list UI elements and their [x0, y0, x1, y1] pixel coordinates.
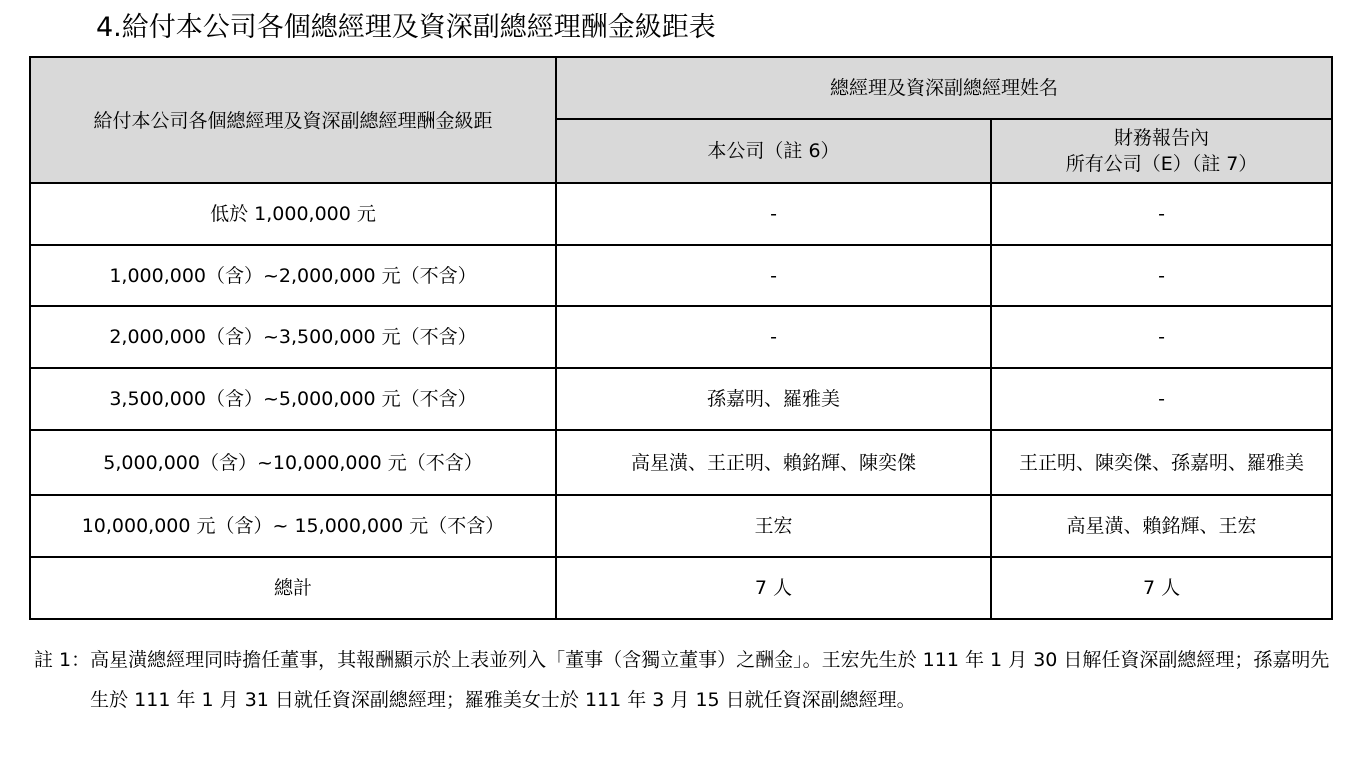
consolidated-cell: -	[991, 368, 1332, 430]
consolidated-cell: 高星潢、賴銘輝、王宏	[991, 495, 1332, 557]
consolidated-cell: -	[991, 306, 1332, 368]
page-title: 4.給付本公司各個總經理及資深副總經理酬金級距表	[96, 12, 716, 43]
table-row	[30, 245, 1332, 306]
header-names: 總經理及資深副總經理姓名	[556, 57, 1332, 119]
range-cell: 5,000,000（含）~10,000,000 元（不含）	[30, 430, 556, 495]
header-range: 給付本公司各個總經理及資深副總經理酬金級距	[30, 57, 556, 183]
consolidated-cell: -	[991, 245, 1332, 306]
company-cell: 孫嘉明、羅雅美	[556, 368, 991, 430]
table-row	[30, 368, 1332, 430]
company-cell: 高星潢、王正明、賴銘輝、陳奕傑	[556, 430, 991, 495]
footnote-label: 註 1：	[34, 649, 91, 671]
header-company: 本公司（註 6）	[556, 119, 991, 183]
range-cell: 2,000,000（含）~3,500,000 元（不含）	[30, 306, 556, 368]
total-row	[30, 557, 1332, 619]
header-consolidated-line2: 所有公司（E）（註 7）	[1065, 153, 1258, 175]
range-cell: 低於 1,000,000 元	[30, 183, 556, 245]
range-cell: 10,000,000 元（含）~ 15,000,000 元（不含）	[30, 495, 556, 557]
company-cell: -	[556, 245, 991, 306]
consolidated-cell: -	[991, 183, 1332, 245]
total-consolidated: 7 人	[991, 557, 1332, 619]
header-consolidated-line1: 財務報告內	[1114, 127, 1210, 149]
footnote-1	[34, 640, 1334, 720]
table-row	[30, 495, 1332, 557]
consolidated-cell: 王正明、陳奕傑、孫嘉明、羅雅美	[991, 430, 1332, 495]
range-cell: 3,500,000（含）~5,000,000 元（不含）	[30, 368, 556, 430]
total-label: 總計	[30, 557, 556, 619]
footnotes	[34, 640, 1334, 720]
header-consolidated	[991, 119, 1332, 183]
compensation-table	[29, 56, 1333, 620]
company-cell: -	[556, 183, 991, 245]
table-row	[30, 183, 1332, 245]
table-row	[30, 306, 1332, 368]
table-row	[30, 430, 1332, 495]
footnote-text: 高星潢總經理同時擔任董事，其報酬顯示於上表並列入「董事（含獨立董事）之酬金」。王宏先生於 111 年 1 月 30 日解任資深副總經理；孫嘉明先生於 111 年 1 月 31 日就任資深副總經理；羅雅美女士於 111 年 3 月 15 日就任資深副總經理。	[90, 649, 1330, 711]
company-cell: 王宏	[556, 495, 991, 557]
range-cell: 1,000,000（含）~2,000,000 元（不含）	[30, 245, 556, 306]
total-company: 7 人	[556, 557, 991, 619]
company-cell: -	[556, 306, 991, 368]
